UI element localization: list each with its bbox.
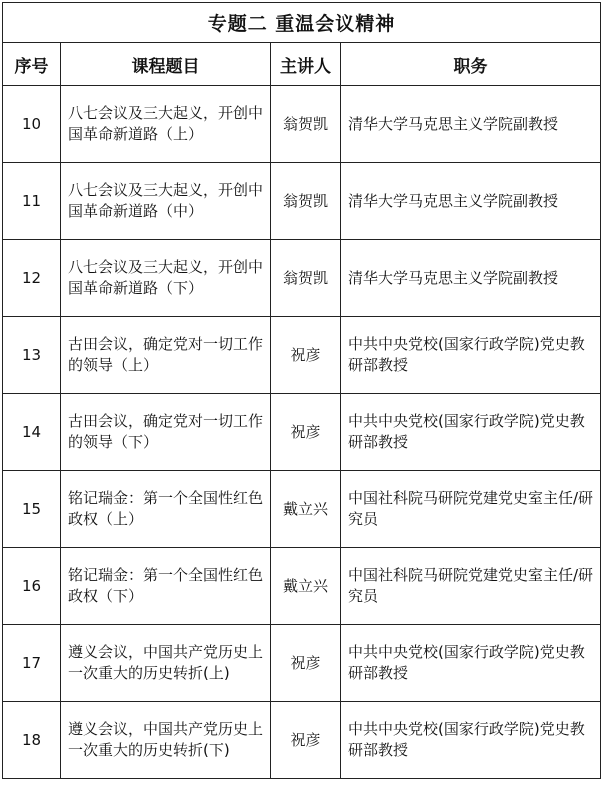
row-speaker: 祝彦 — [271, 625, 341, 702]
table-row — [3, 86, 601, 163]
row-number: 14 — [3, 394, 61, 471]
row-speaker: 翁贺凯 — [271, 240, 341, 317]
row-position: 中共中央党校(国家行政学院)党史教研部教授 — [341, 625, 601, 702]
header-position: 职务 — [341, 43, 601, 86]
row-number: 12 — [3, 240, 61, 317]
row-number: 10 — [3, 86, 61, 163]
row-topic: 遵义会议，中国共产党历史上一次重大的历史转折(下) — [61, 702, 271, 779]
row-position: 中国社科院马研院党建党史室主任/研究员 — [341, 548, 601, 625]
row-speaker: 戴立兴 — [271, 548, 341, 625]
row-speaker: 戴立兴 — [271, 471, 341, 548]
row-topic: 铭记瑞金：第一个全国性红色政权（下） — [61, 548, 271, 625]
row-position: 中共中央党校(国家行政学院)党史教研部教授 — [341, 317, 601, 394]
row-position: 中国社科院马研院党建党史室主任/研究员 — [341, 471, 601, 548]
table-body — [3, 86, 601, 779]
row-topic: 八七会议及三大起义，开创中国革命新道路（下） — [61, 240, 271, 317]
header-topic: 课程题目 — [61, 43, 271, 86]
row-speaker: 祝彦 — [271, 317, 341, 394]
row-topic: 八七会议及三大起义，开创中国革命新道路（中） — [61, 163, 271, 240]
row-number: 11 — [3, 163, 61, 240]
table-row — [3, 625, 601, 702]
table-row — [3, 702, 601, 779]
row-number: 18 — [3, 702, 61, 779]
course-table — [2, 2, 601, 779]
row-number: 16 — [3, 548, 61, 625]
table-row — [3, 163, 601, 240]
table-row — [3, 471, 601, 548]
row-number: 15 — [3, 471, 61, 548]
title-row — [3, 3, 601, 43]
row-speaker: 翁贺凯 — [271, 86, 341, 163]
table-row — [3, 394, 601, 471]
row-position: 中共中央党校(国家行政学院)党史教研部教授 — [341, 394, 601, 471]
row-position: 清华大学马克思主义学院副教授 — [341, 86, 601, 163]
row-speaker: 祝彦 — [271, 394, 341, 471]
table-row — [3, 240, 601, 317]
table-row — [3, 317, 601, 394]
row-topic: 遵义会议，中国共产党历史上一次重大的历史转折(上) — [61, 625, 271, 702]
row-topic: 古田会议，确定党对一切工作的领导（下） — [61, 394, 271, 471]
row-topic: 铭记瑞金：第一个全国性红色政权（上） — [61, 471, 271, 548]
header-speaker: 主讲人 — [271, 43, 341, 86]
row-topic: 古田会议，确定党对一切工作的领导（上） — [61, 317, 271, 394]
table-row — [3, 548, 601, 625]
header-row — [3, 43, 601, 86]
row-topic: 八七会议及三大起义，开创中国革命新道路（上） — [61, 86, 271, 163]
row-number: 17 — [3, 625, 61, 702]
row-number: 13 — [3, 317, 61, 394]
row-speaker: 祝彦 — [271, 702, 341, 779]
row-position: 清华大学马克思主义学院副教授 — [341, 240, 601, 317]
row-position: 中共中央党校(国家行政学院)党史教研部教授 — [341, 702, 601, 779]
header-number: 序号 — [3, 43, 61, 86]
row-position: 清华大学马克思主义学院副教授 — [341, 163, 601, 240]
row-speaker: 翁贺凯 — [271, 163, 341, 240]
table-title: 专题二 重温会议精神 — [3, 3, 601, 43]
